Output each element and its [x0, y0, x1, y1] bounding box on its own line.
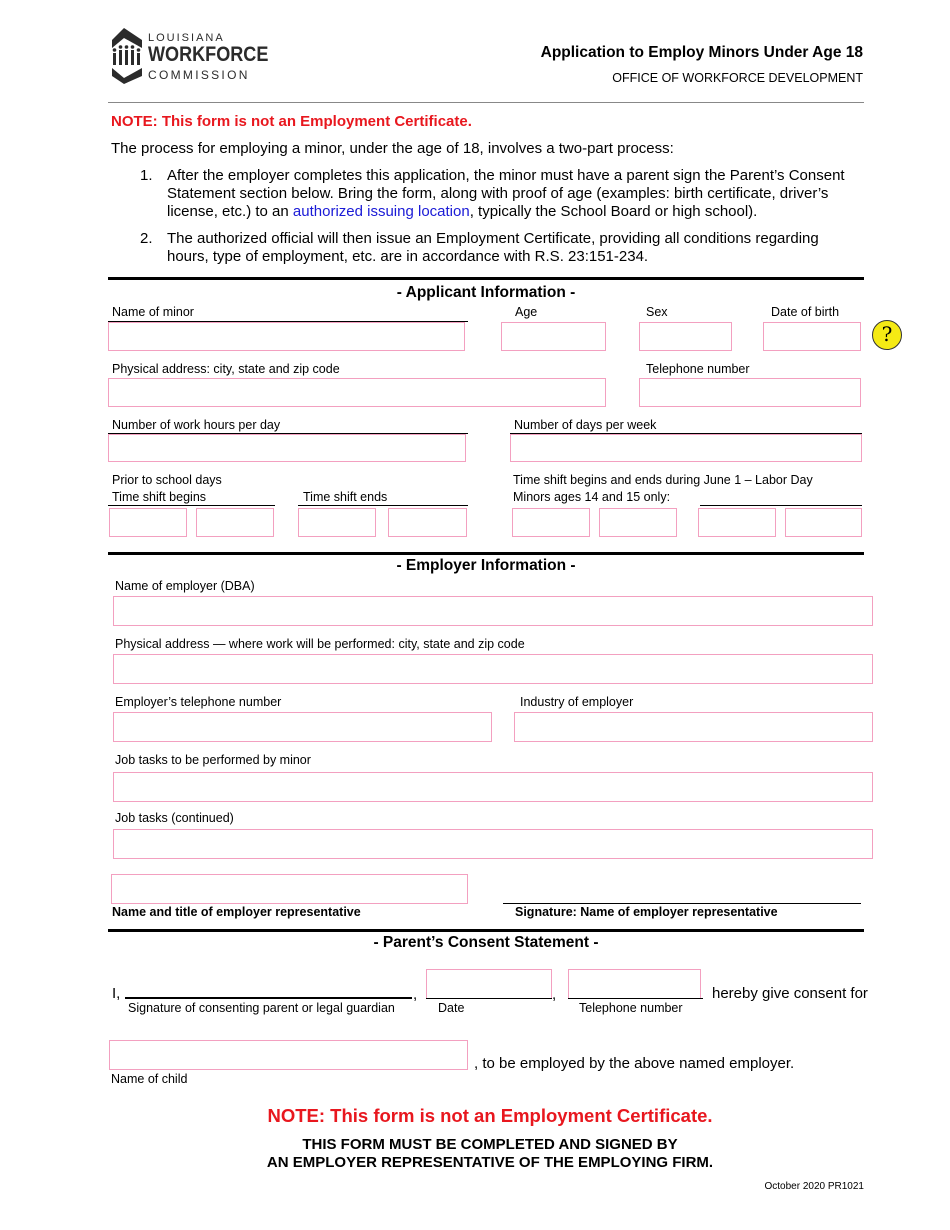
help-icon[interactable]: [872, 320, 902, 350]
summer-shift-ends-min-field[interactable]: [785, 508, 862, 537]
employer-name-label: Name of employer (DBA): [115, 579, 255, 593]
help-icon-glyph: ?: [881, 322, 893, 346]
parent-signature-label: Signature of consenting parent or legal guardian: [128, 1001, 395, 1015]
sex-field[interactable]: [639, 322, 732, 351]
step-1-text: [167, 167, 867, 221]
minor-name-label: Name of minor: [112, 305, 194, 319]
employer-signature-label: Signature: Name of employer representative: [515, 905, 778, 919]
employer-address-label: Physical address — where work will be performed: city, state and zip code: [115, 637, 525, 651]
school-shift-begins-min-field[interactable]: [196, 508, 274, 537]
consent-phone-underline: [568, 998, 703, 999]
summer-shift-label: Time shift begins and ends during June 1 – Labor Day: [513, 473, 813, 487]
step-2-number: 2.: [140, 230, 153, 247]
applicant-section-rule: [108, 277, 864, 280]
consent-date-field[interactable]: [426, 969, 552, 999]
consent-heading: - Parent’s Consent Statement -: [373, 934, 599, 951]
header-divider: [108, 102, 864, 103]
intro-lead: The process for employing a minor, under the age of 18, involves a two-part process:: [111, 140, 674, 157]
school-shift-begins-underline: [108, 505, 275, 506]
logo-text-top: LOUISIANA: [148, 32, 225, 44]
minor-name-field[interactable]: [108, 322, 465, 351]
dob-label: Date of birth: [771, 305, 840, 319]
age-field[interactable]: [501, 322, 606, 351]
dob-field[interactable]: [763, 322, 861, 351]
lwc-logo-mark: [110, 26, 146, 84]
school-shift-begins-label: Time shift begins: [112, 490, 207, 504]
consent-date-label: Date: [438, 1001, 465, 1015]
sex-label: Sex: [646, 305, 668, 319]
industry-label: Industry of employer: [520, 695, 634, 709]
job-tasks-cont-field[interactable]: [113, 829, 873, 859]
days-per-week-label: Number of days per week: [514, 418, 657, 432]
child-name-field[interactable]: [109, 1040, 468, 1070]
age-label: Age: [515, 305, 538, 319]
consent-phone-label: Telephone number: [579, 1001, 683, 1015]
job-tasks-cont-label: Job tasks (continued): [115, 811, 234, 825]
consent-date-underline: [426, 998, 552, 999]
consent-i-text: I,: [112, 985, 121, 1002]
summer-shift-ends-hour-field[interactable]: [698, 508, 776, 537]
consent-phone-field[interactable]: [568, 969, 701, 999]
days-per-week-field[interactable]: [510, 434, 862, 462]
industry-field[interactable]: [514, 712, 873, 742]
work-hours-field[interactable]: [108, 434, 466, 462]
job-tasks-field[interactable]: [113, 772, 873, 802]
form-subtitle: OFFICE OF WORKFORCE DEVELOPMENT: [612, 71, 863, 85]
consent-comma-2: ,: [552, 986, 557, 1003]
employed-text: , to be employed by the above named employer.: [474, 1055, 795, 1072]
footer-line-1: THIS FORM MUST BE COMPLETED AND SIGNED BY: [302, 1136, 678, 1153]
consent-section-rule: [108, 929, 864, 932]
school-shift-ends-min-field[interactable]: [388, 508, 467, 537]
employer-phone-label: Employer’s telephone number: [115, 695, 282, 709]
minor-address-field[interactable]: [108, 378, 606, 407]
summer-shift-begins-min-field[interactable]: [599, 508, 677, 537]
step-1-text-b: , typically the School Board or high school).: [469, 203, 758, 220]
parent-signature-line[interactable]: [125, 997, 412, 999]
summer-shift-begins-hour-field[interactable]: [512, 508, 590, 537]
employer-section-rule: [108, 552, 864, 555]
summer-shift-underline: [700, 505, 862, 506]
form-title: Application to Employ Minors Under Age 18: [540, 44, 863, 61]
footer-line-2: AN EMPLOYER REPRESENTATIVE OF THE EMPLOYING FIRM.: [266, 1154, 714, 1171]
prior-school-label: Prior to school days: [112, 473, 222, 487]
minor-phone-label: Telephone number: [646, 362, 750, 376]
employer-signature-line[interactable]: [503, 903, 861, 904]
authorized-issuing-location-link[interactable]: authorized issuing location: [292, 203, 470, 220]
form-id: October 2020 PR1021: [764, 1181, 864, 1192]
school-shift-begins-hour-field[interactable]: [109, 508, 187, 537]
school-shift-ends-hour-field[interactable]: [298, 508, 376, 537]
job-tasks-label: Job tasks to be performed by minor: [115, 753, 311, 767]
consent-text: hereby give consent for: [712, 985, 868, 1002]
logo-text-bot: COMMISSION: [148, 68, 250, 82]
employer-phone-field[interactable]: [113, 712, 492, 742]
employer-rep-label: Name and title of employer representative: [112, 905, 361, 919]
employer-address-field[interactable]: [113, 654, 873, 684]
child-name-label: Name of child: [111, 1072, 188, 1086]
employer-heading: - Employer Information -: [396, 557, 576, 574]
intro-note: NOTE: This form is not an Employment Certificate.: [111, 113, 472, 130]
step-2-text: The authorized official will then issue an Employment Certificate, providing all conditions regarding hours, type of employment, etc. are in accordance with R.S. 23:151-234.: [167, 230, 819, 265]
school-shift-ends-label: Time shift ends: [303, 490, 388, 504]
summer-shift-sub-label: Minors ages 14 and 15 only:: [513, 490, 671, 504]
logo-text-mid: WORKFORCE: [148, 43, 269, 66]
minor-address-label: Physical address: city, state and zip code: [112, 362, 340, 376]
step-1-number: 1.: [140, 167, 153, 184]
school-shift-ends-underline: [298, 505, 468, 506]
step-1-text-a: After the employer completes this application, the minor must have a parent sign the Parent’s Consent Statement section below. Bring the form, along with proof of age (examples: birth certificate, driver’s license, etc.) to an: [167, 167, 845, 220]
lwc-logo: [110, 26, 269, 86]
employer-rep-field[interactable]: [111, 874, 468, 904]
minor-phone-field[interactable]: [639, 378, 861, 407]
applicant-heading: - Applicant Information -: [396, 284, 576, 301]
employer-name-field[interactable]: [113, 596, 873, 626]
work-hours-label: Number of work hours per day: [112, 418, 281, 432]
footer-note: NOTE: This form is not an Employment Certificate.: [267, 1105, 713, 1126]
consent-comma-1: ,: [413, 986, 418, 1003]
